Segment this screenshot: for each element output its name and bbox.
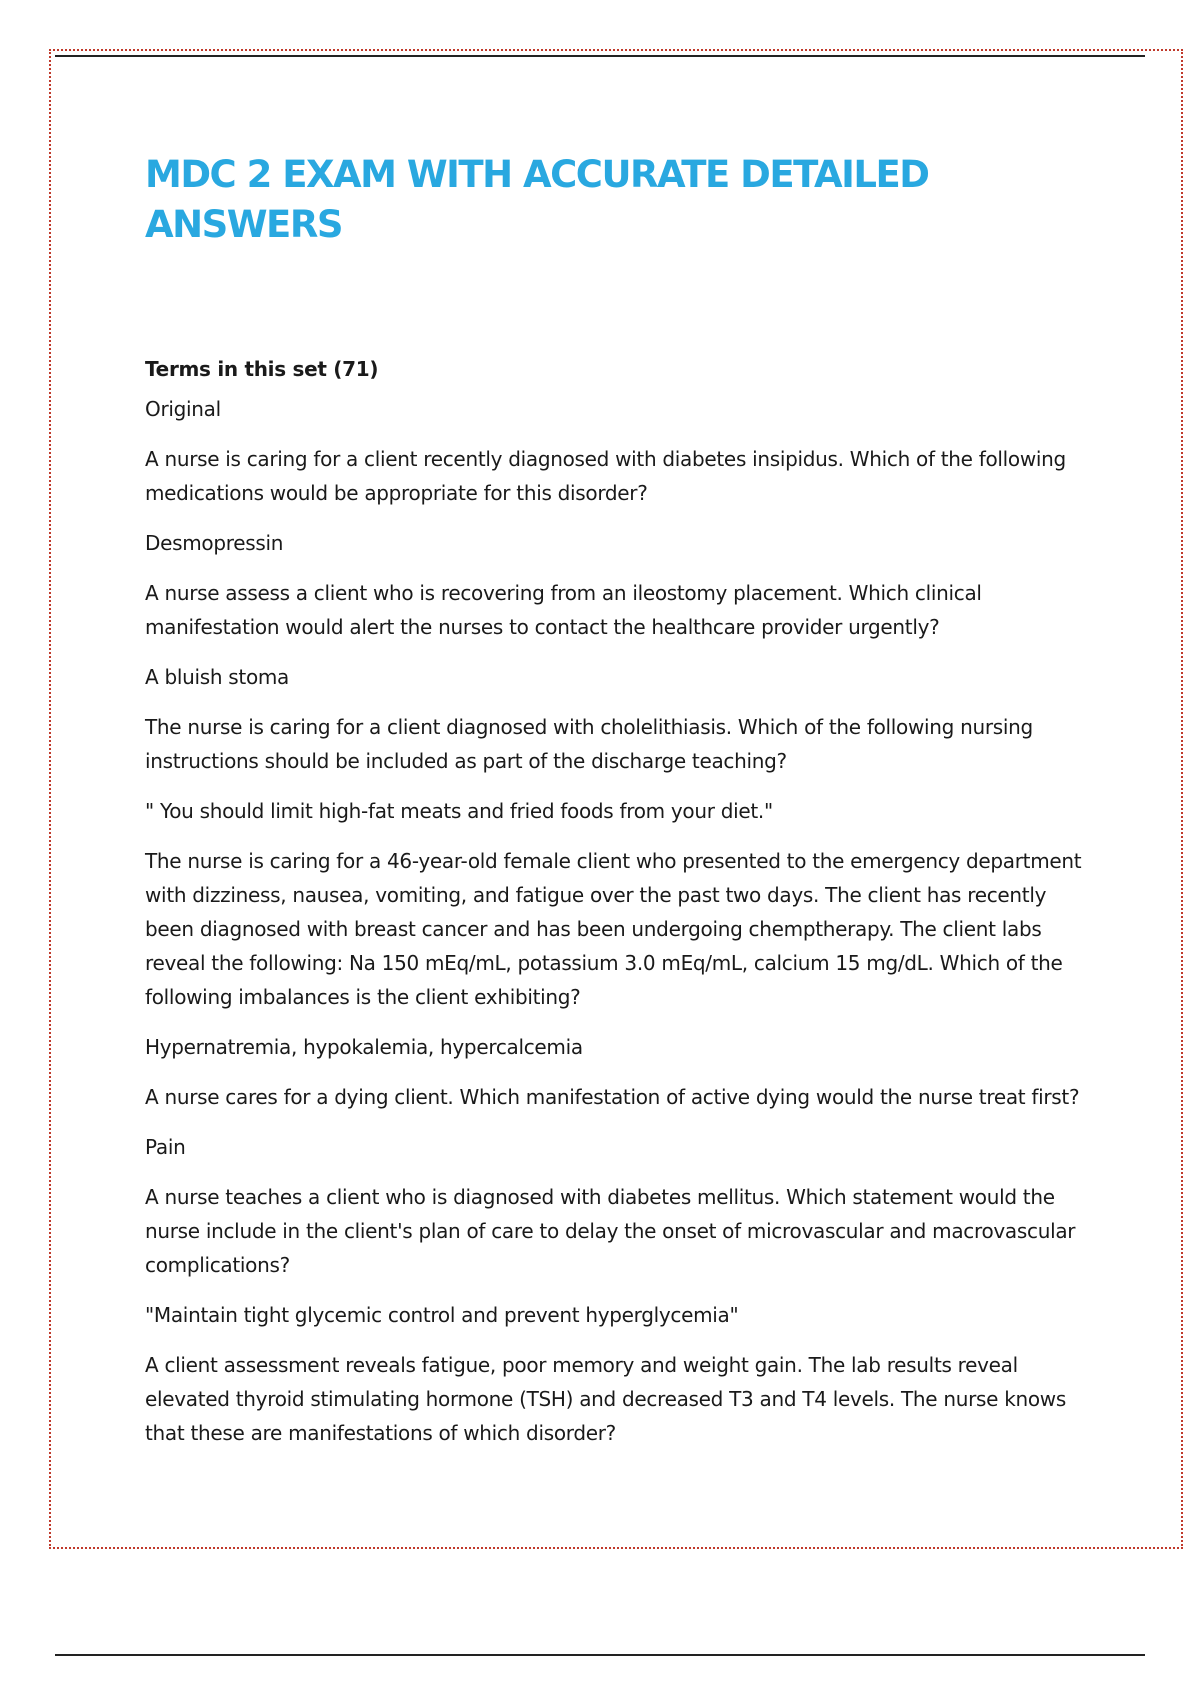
- answer-6: "Maintain tight glycemic control and prevent hyperglycemia": [145, 1303, 739, 1327]
- question-7: A client assessment reveals fatigue, poor memory and weight gain. The lab results reveal elevated thyroid stimulating hormone (TSH) and decreased T3 and T4 levels. The nurse knows that these are manifestations of which disorder?: [145, 1353, 1066, 1445]
- question-6: A nurse teaches a client who is diagnosed with diabetes mellitus. Which statement would the nurse include in the client's plan of care to delay the onset of microvascular and macrovascular complications?: [145, 1185, 1076, 1277]
- answer-1: Desmopressin: [145, 531, 284, 555]
- question-1: A nurse is caring for a client recently diagnosed with diabetes insipidus. Which of the following medications would be appropriate for this disorder?: [145, 447, 1066, 505]
- document-title: MDC 2 EXAM WITH ACCURATE DETAILED ANSWERS: [145, 153, 929, 246]
- document-body: [145, 150, 1095, 1466]
- answer-4: Hypernatremia, hypokalemia, hypercalcemia: [145, 1035, 583, 1059]
- question-3: The nurse is caring for a client diagnosed with cholelithiasis. Which of the following nursing instructions should be included as part of the discharge teaching?: [145, 715, 1033, 773]
- answer-5: Pain: [145, 1135, 186, 1159]
- question-4: The nurse is caring for a 46-year-old female client who presented to the emergency department with dizziness, nausea, vomiting, and fatigue over the past two days. The client has recently been diagnosed with breast cancer and has been undergoing chemptherapy. The client labs reveal the following: Na 150 mEq/mL, potassium 3.0 mEq/mL, calcium 15 mg/dL. Which of the following imbalances is the client exhibiting?: [145, 849, 1082, 1009]
- answer-2: A bluish stoma: [145, 665, 290, 689]
- answer-3: " You should limit high-fat meats and fried foods from your diet.": [145, 799, 773, 823]
- question-2: A nurse assess a client who is recovering from an ileostomy placement. Which clinical manifestation would alert the nurses to contact the healthcare provider urgently?: [145, 581, 982, 639]
- set-label: Original: [145, 397, 221, 421]
- top-divider: [55, 55, 1145, 57]
- set-heading: Terms in this set (71): [145, 357, 379, 381]
- question-5: A nurse cares for a dying client. Which manifestation of active dying would the nurse treat first?: [145, 1085, 1080, 1109]
- bottom-divider: [55, 1654, 1145, 1656]
